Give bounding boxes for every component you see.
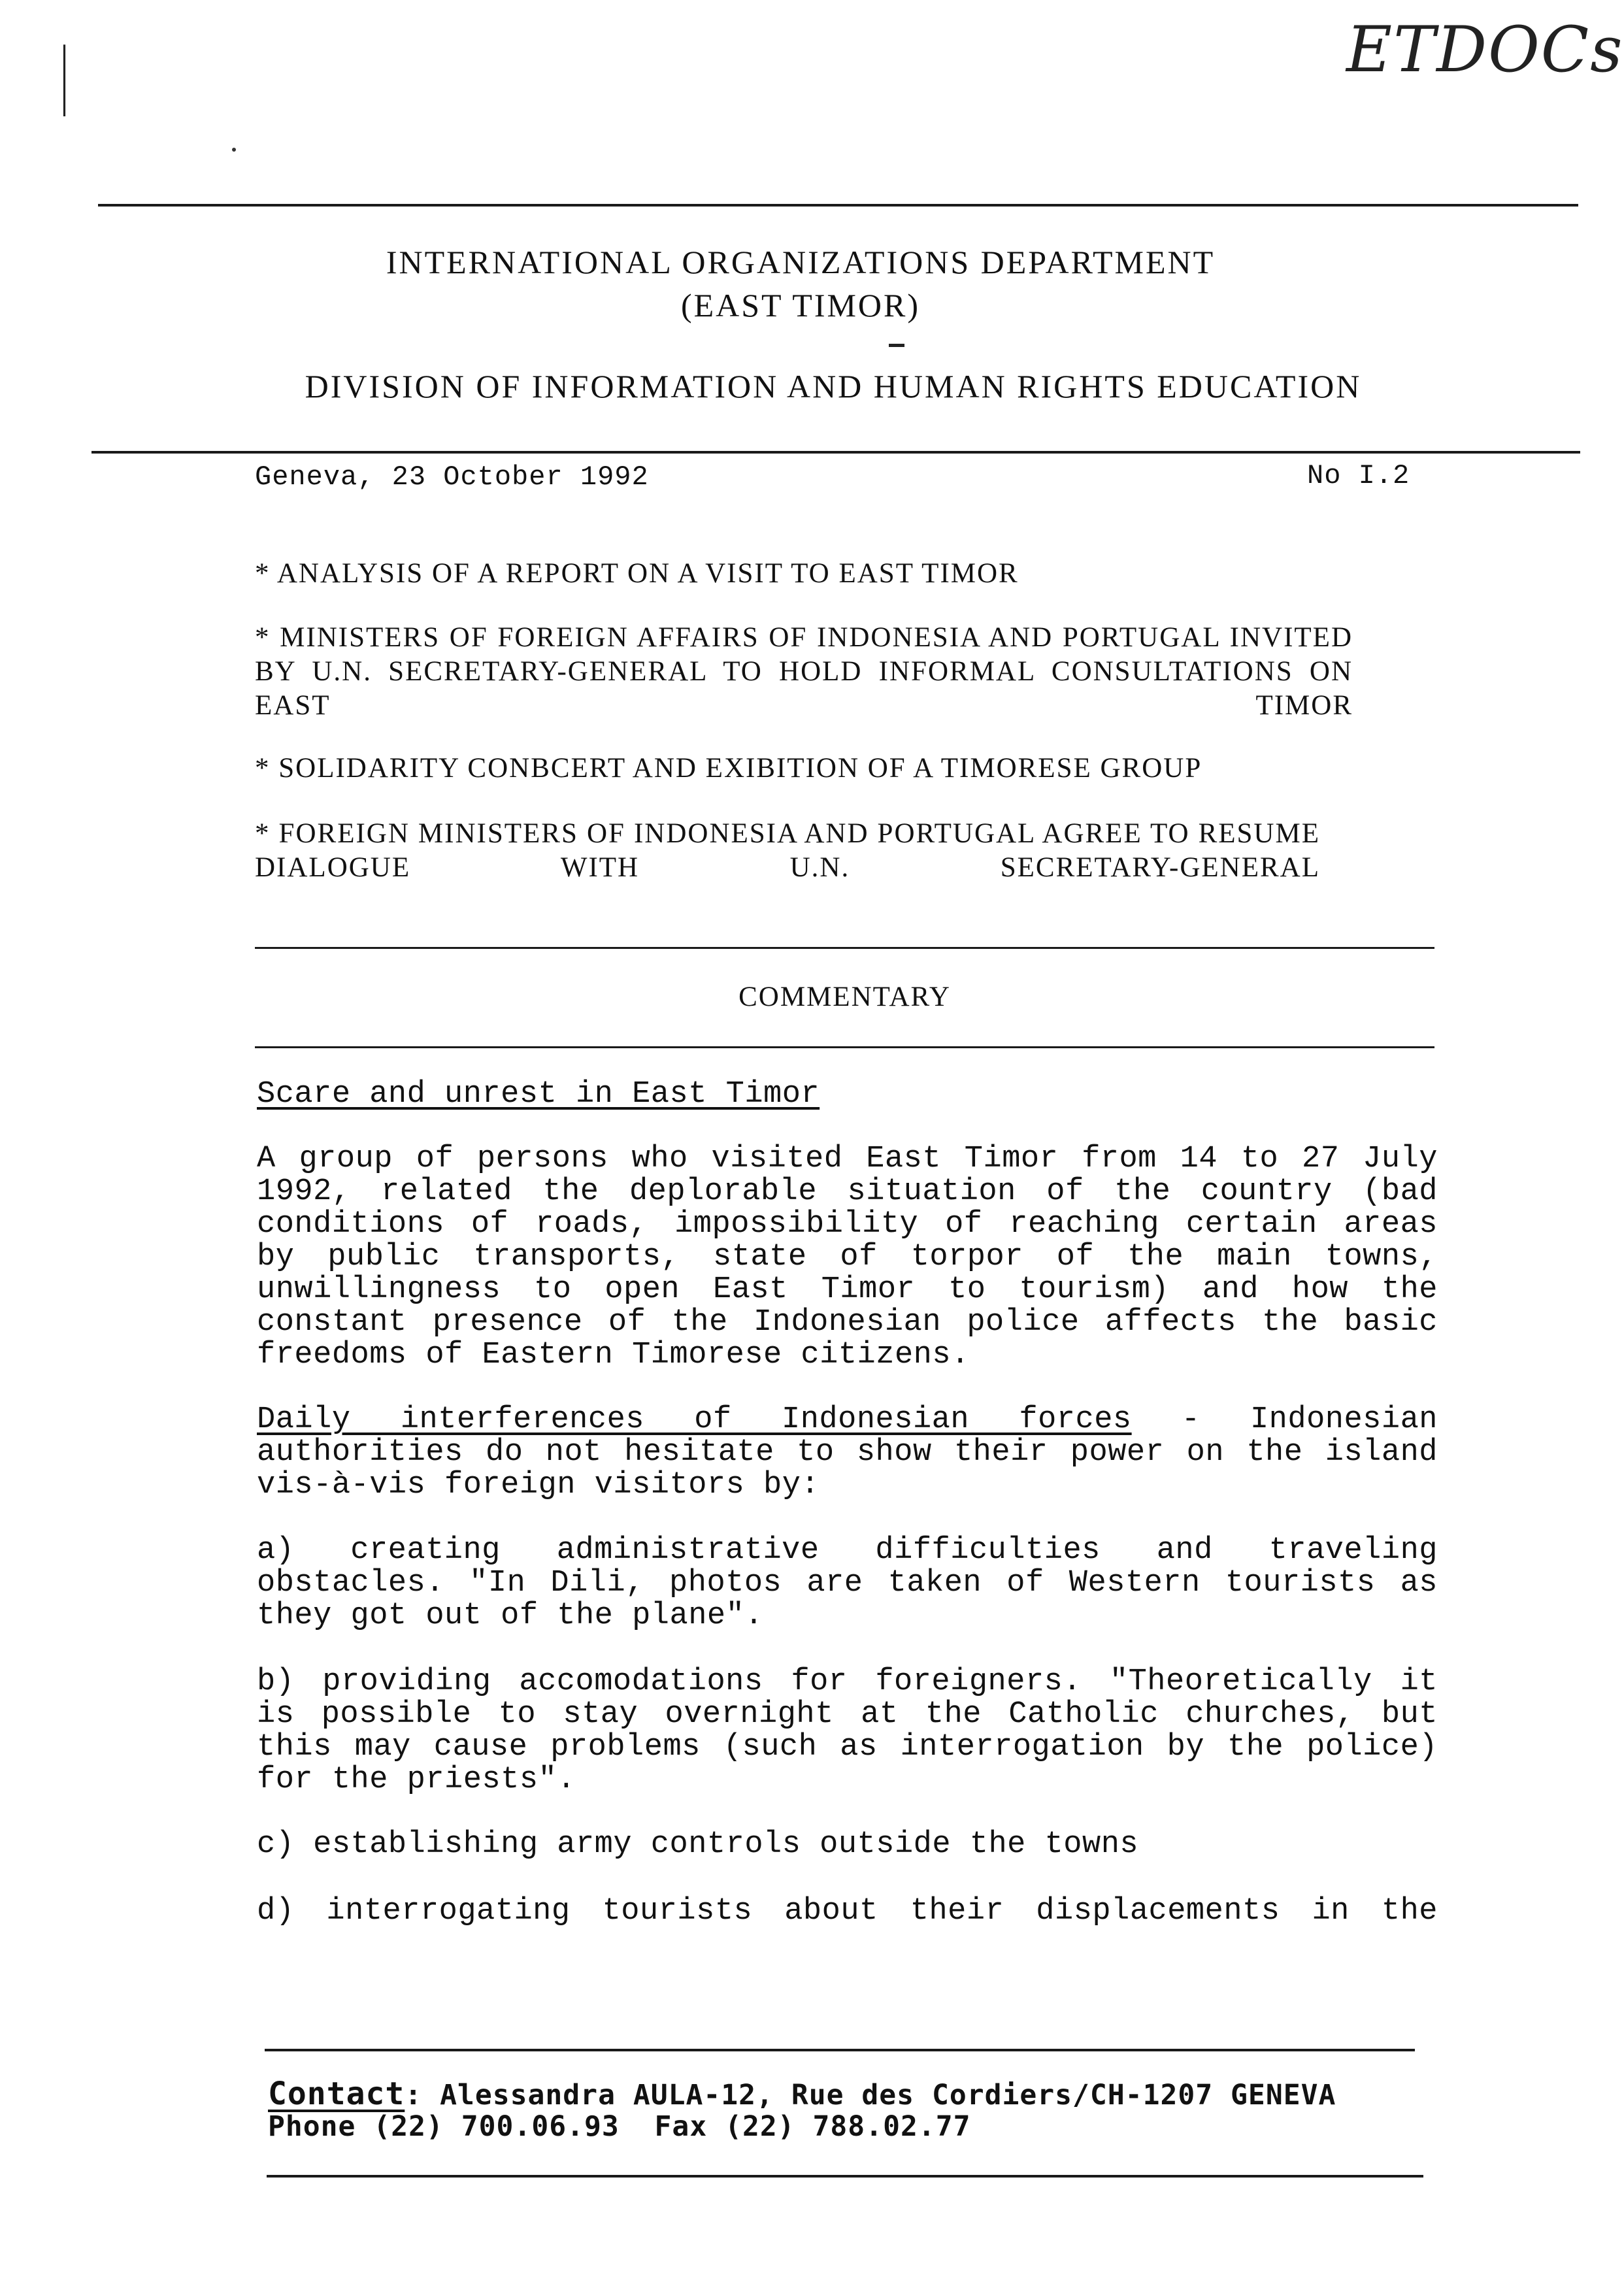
- paragraph-rest: - Indonesian authorities do not hesitate to show their power on the island vis-à-vis foreign visitors by:: [257, 1402, 1438, 1502]
- summary-item: * MINISTERS OF FOREIGN AFFAIRS OF INDONESIA AND PORTUGAL INVITED BY U.N. SECRETARY-GENERAL TO HOLD INFORMAL CONSULTATIONS ON EAST TIMOR: [255, 622, 1353, 721]
- commentary-heading: COMMENTARY: [738, 982, 951, 1012]
- margin-pen-mark: |: [60, 33, 69, 116]
- department-title: INTERNATIONAL ORGANIZATIONS DEPARTMENT: [386, 244, 1216, 280]
- section-subheading: Scare and unrest in East Timor: [257, 1077, 820, 1112]
- department-subtitle: (EAST TIMOR): [680, 287, 921, 323]
- summary-item: * SOLIDARITY CONBCERT AND EXIBITION OF A TIMORESE GROUP: [255, 753, 1202, 784]
- contact-address: : Alessandra AULA-12, Rue des Cordiers/CH-1207 GENEVA: [405, 2079, 1336, 2112]
- paragraph: [257, 1404, 1438, 1502]
- commentary-rule-bottom: [255, 1046, 1434, 1048]
- commentary-rule-top: [255, 947, 1434, 949]
- summary-item: * FOREIGN MINISTERS OF INDONESIA AND PORTUGAL AGREE TO RESUME DIALOGUE WITH U.N. SECRETARY-GENERAL: [255, 818, 1320, 883]
- issue-number: No I.2: [1307, 460, 1410, 491]
- paragraph: A group of persons who visited East Timor from 14 to 27 July 1992, related the deplorable situation of the country (bad conditions of roads, impossibility of reaching certain areas by public transports, state of torpor of the main towns, unwillingness to open East Timor to tourism) and how the constant presence of the Indonesian police affects the basic freedoms of Eastern Timorese citizens.: [257, 1142, 1438, 1372]
- header-rule: [91, 451, 1580, 454]
- speck: [232, 148, 236, 152]
- dash-mark: [889, 344, 904, 347]
- division-title: DIVISION OF INFORMATION AND HUMAN RIGHTS EDUCATION: [305, 368, 1362, 405]
- top-rule: [98, 204, 1578, 207]
- list-item-c: c) establishing army controls outside the towns: [257, 1827, 1139, 1862]
- list-item-d: d) interrogating tourists about their displacements in the: [257, 1894, 1438, 1929]
- summary-item: * ANALYSIS OF A REPORT ON A VISIT TO EAST TIMOR: [255, 558, 1019, 589]
- footer-rule-bottom: [267, 2175, 1423, 2178]
- contact-label: Contact: [268, 2076, 405, 2112]
- paragraph-lead: Daily interferences of Indonesian forces: [257, 1402, 1132, 1437]
- contact-line: [268, 2077, 1336, 2112]
- handwritten-annotation: ETDOCs: [1346, 13, 1624, 86]
- place-date: Geneva, 23 October 1992: [255, 461, 649, 493]
- contact-phone-fax: Phone (22) 700.06.93 Fax (22) 788.02.77: [268, 2110, 971, 2143]
- list-item-b: b) providing accomodations for foreigners. "Theoretically it is possible to stay overnight at the Catholic churches, but this may cause problems (such as interrogation by the police) for the priests".: [257, 1664, 1438, 1797]
- footer-rule-top: [265, 2049, 1415, 2051]
- list-item-a: a) creating administrative difficulties and traveling obstacles. "In Dili, photos are taken of Western tourists as they got out of the plane".: [257, 1533, 1438, 1633]
